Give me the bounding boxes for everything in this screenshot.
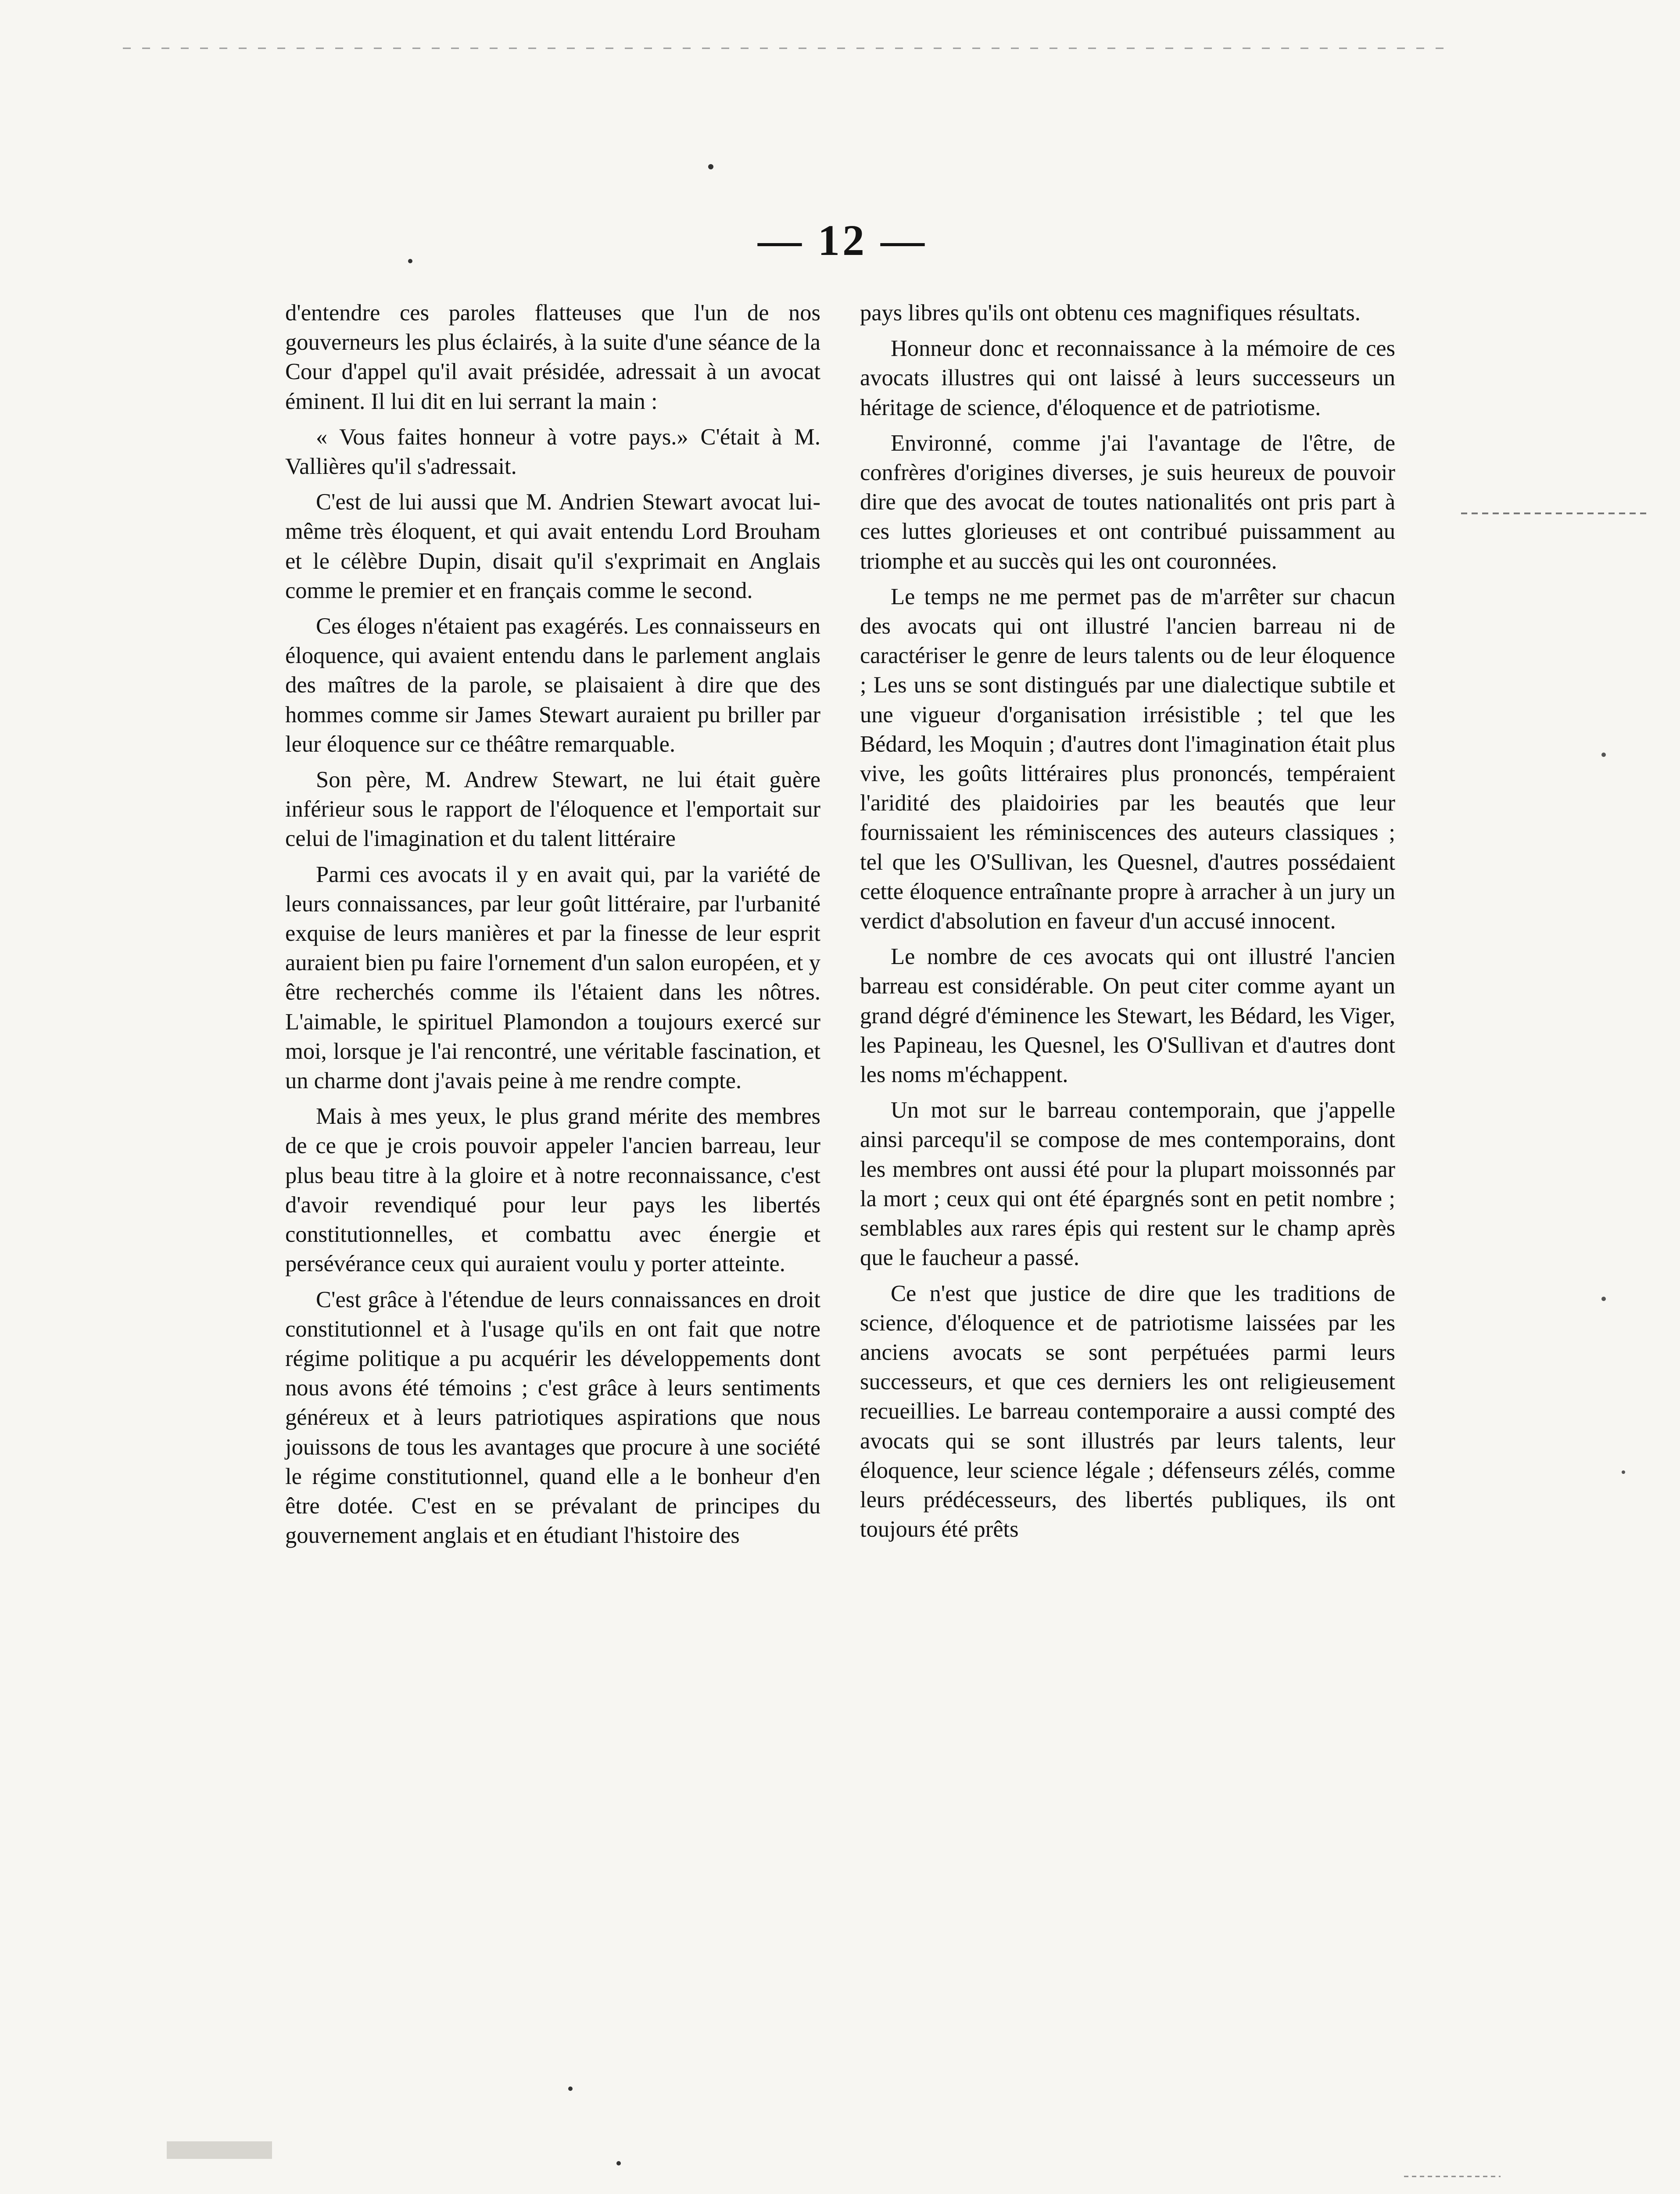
paragraph: Son père, M. Andrew Stewart, ne lui était guère inférieur sous le rapport de l'éloquence et l'emportait sur celui de l'imagination et du talent littéraire — [285, 767, 820, 852]
paragraph: Le nombre de ces avocats qui ont illustré l'ancien barreau est considérable. On peut citer comme ayant un grand dégré d'éminence les Stewart, les Bédard, les Viger, les Papineau, les Quesnel, les O'Sullivan et d'autres dont les noms m'échappent. — [860, 944, 1395, 1088]
paragraph: Un mot sur le barreau contemporain, que j'appelle ainsi parcequ'il se compose de mes contemporains, dont les membres ont aussi été pour la plupart moissonnés par la mort ; ceux qui ont été épargnés sont en petit nombre ; semblables aux rares épis qui restent sur le champ après que le faucheur a passé. — [860, 1097, 1395, 1271]
paragraph: pays libres qu'ils ont obtenu ces magnifiques résultats. — [860, 300, 1361, 326]
paragraph: Parmi ces avocats il y en avait qui, par la variété de leurs connaissances, par leur goût littéraire, par l'urbanité exquise de leurs manières et par la finesse de leur esprit auraient bien pu faire l'ornement d'un salon européen, et y être recherchés comme ils l'étaient dans les nôtres. L'aimable, le spirituel Plamondon a toujours exercé sur moi, lorsque je l'ai rencontré, une véritable fascination, et un charme dont j'avais peine à me rendre compte. — [285, 861, 820, 1094]
paragraph: Ce n'est que justice de dire que les traditions de science, d'éloquence et de patriotisme laissées par les anciens avocats se sont perpétuées parmi leurs successeurs, et que ces derniers les ont religieusement recueillies. Le barreau contemporaire a aussi compté des avocats qui se sont illustrés par leurs talents, leur éloquence, leur science légale ; défenseurs zélés, comme leurs prédécesseurs, des libertés publiques, ils ont toujours été prêts — [860, 1280, 1395, 1542]
paragraph: Mais à mes yeux, le plus grand mérite des membres de ce que je crois pouvoir appeler l'ancien barreau, leur plus beau titre à la gloire et à notre reconnaissance, c'est d'avoir revendiqué pour leur pays les libertés constitutionnelles, et combattu avec énergie et persévérance ceux qui auraient voulu y porter atteinte. — [285, 1104, 820, 1277]
paragraph: Honneur donc et reconnaissance à la mémoire de ces avocats illustres qui ont laissé à leurs successeurs un héritage de science, d'éloquence et de patriotisme. — [860, 336, 1395, 420]
paragraph: « Vous faites honneur à votre pays.» C'était à M. Vallières qu'il s'adressait. — [285, 424, 820, 480]
left-column — [285, 298, 820, 1556]
right-column — [860, 298, 1395, 1550]
page-number: — 12 — — [758, 216, 927, 265]
paragraph: C'est grâce à l'étendue de leurs connaissances en droit constitutionnel et à l'usage qu'ils en ont fait que notre régime politique a pu acquérir les développements dont nous avons été témoins ; c'est grâce à leurs sentiments généreux et à leurs patriotiques aspirations que nous jouissons de tous les avantages que procure à une société le régime constitutionnel, quand elle a le bonheur d'en être dotée. C'est en se prévalant de principes du gouvernement anglais et en étudiant l'histoire des — [285, 1287, 820, 1549]
paragraph: Ces éloges n'étaient pas exagérés. Les connaisseurs en éloquence, qui avaient entendu dans le parlement anglais des maîtres de la parole, se plaisaient à dire que des hommes comme sir James Stewart auraient pu briller par leur éloquence sur ce théâtre remarquable. — [285, 613, 820, 757]
paragraph: C'est de lui aussi que M. Andrien Stewart avocat lui-même très éloquent, et qui avait entendu Lord Brouham et le célèbre Dupin, disait qu'il s'exprimait en Anglais comme le premier et en français comme le second. — [285, 489, 820, 603]
paragraph: Environné, comme j'ai l'avantage de l'être, de confrères d'origines diverses, je suis heureux de pouvoir dire que des avocat de toutes nationalités ont pris part à ces luttes glorieuses et ont contribué puissamment au triomphe et au succès qui les ont couronnées. — [860, 430, 1395, 574]
paragraph: Le temps ne me permet pas de m'arrêter sur chacun des avocats qui ont illustré l'ancien barreau ni de caractériser le genre de leurs talents ou de leur éloquence ; Les uns se sont distingués par une dialectique subtile et une vigueur d'organisation irrésistible ; tel que les Bédard, les Moquin ; d'autres dont l'imagination était plus vive, les goûts littéraires plus prononcés, tempéraient l'aridité des plaidoiries par les beautés que leur fournissaient les réminiscences des auteurs classiques ; tel que les O'Sullivan, les Quesnel, d'autres possédaient cette éloquence entraînante propre à arracher à un jury un verdict d'absolution en faveur d'un accusé innocent. — [860, 584, 1395, 934]
paragraph: d'entendre ces paroles flatteuses que l'un de nos gouverneurs les plus éclairés, à la suite d'une séance de la Cour d'appel qu'il avait présidée, adressait à un avocat éminent. Il lui dit en lui serrant la main : — [285, 300, 820, 414]
